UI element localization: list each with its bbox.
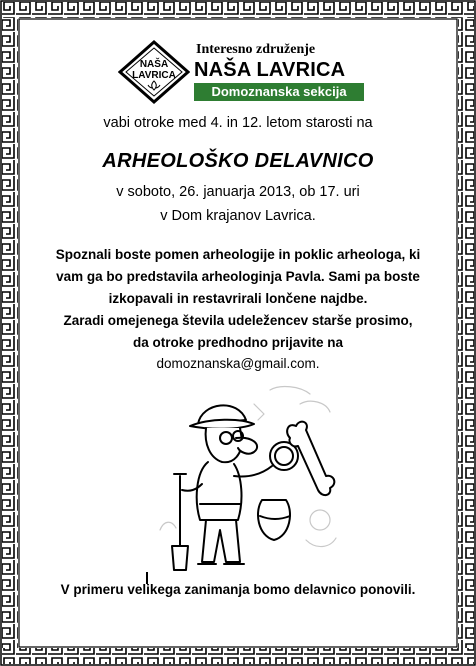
scout-lily-icon bbox=[118, 40, 190, 104]
note-line: Zaradi omejenega števila udeležencev starše prosimo, bbox=[63, 313, 413, 328]
email-line bbox=[0, 356, 476, 371]
footer-note: V primeru velikega zanimanja bomo delavnico ponovili. bbox=[60, 582, 416, 597]
organization-logo bbox=[118, 40, 368, 104]
logo-section-banner: Domoznanska sekcija bbox=[194, 83, 364, 101]
email-link[interactable]: domoznanska@gmail.com bbox=[156, 356, 316, 371]
headline: ARHEOLOŠKO DELAVNICO bbox=[102, 150, 374, 172]
registration-note bbox=[0, 310, 476, 354]
description-line: vam ga bo predstavila arheologinja Pavla. Sami pa boste bbox=[56, 269, 420, 284]
archaeologist-illustration-icon bbox=[150, 380, 350, 580]
description bbox=[0, 244, 476, 310]
event-date: v soboto, 26. januarja 2013, ob 17. uri bbox=[116, 184, 360, 200]
description-line: Spoznali boste pomen arheologije in poklic arheologa, ki bbox=[55, 247, 421, 262]
logo-title: Interesno združenje bbox=[196, 42, 316, 57]
badge-line-1: NAŠA bbox=[139, 59, 169, 70]
event-place: v Dom krajanov Lavrica. bbox=[160, 208, 316, 224]
badge-line-2: LAVRICA bbox=[132, 70, 176, 81]
email-suffix: . bbox=[315, 356, 320, 371]
description-line: izkopavali in restavrirali lončene najdbe. bbox=[108, 291, 368, 306]
logo-name: NAŠA LAVRICA bbox=[194, 59, 346, 81]
note-line: da otroke predhodno prijavite na bbox=[132, 335, 344, 350]
invite-line: vabi otroke med 4. in 12. letom starosti na bbox=[103, 115, 373, 131]
